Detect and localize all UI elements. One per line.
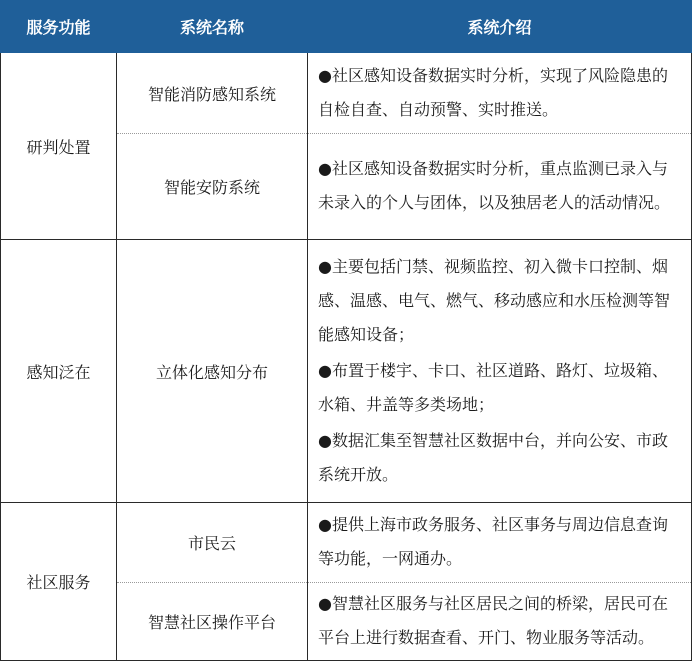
system-desc-cell (308, 240, 692, 503)
system-desc-cell (308, 503, 692, 583)
system-name-cell: 立体化感知分布 (117, 240, 308, 503)
table-row (1, 503, 692, 583)
desc-bullet: ●社区感知设备数据实时分析，实现了风险隐患的自检自查、自动预警、实时推送。 (318, 65, 668, 119)
table-row (1, 53, 692, 134)
function-cell: 研判处置 (1, 53, 117, 240)
header-row (1, 1, 692, 53)
system-desc-cell (308, 53, 692, 134)
desc-bullet: ●数据汇集至智慧社区数据中台，并向公安、市政系统开放。 (318, 430, 668, 484)
desc-bullet: ●社区感知设备数据实时分析，重点监测已录入与未录入的个人与团体，以及独居老人的活动情况。 (318, 159, 671, 212)
function-cell: 社区服务 (1, 503, 117, 661)
system-name-cell: 智能消防感知系统 (117, 53, 308, 134)
system-name-cell: 智能安防系统 (117, 134, 308, 240)
desc-bullet: ●主要包括门禁、视频监控、初入微卡口控制、烟感、温感、电气、燃气、移动感应和水压检测等智能感知设备； (318, 256, 671, 344)
system-desc-cell (308, 583, 692, 661)
desc-bullet: ●提供上海市政务服务、社区事务与周边信息查询等功能，一网通办。 (318, 515, 668, 568)
header-system-name: 系统名称 (117, 1, 308, 53)
system-name-cell: 智慧社区操作平台 (117, 583, 308, 661)
header-function: 服务功能 (1, 1, 117, 53)
table-row (1, 240, 692, 503)
function-cell: 感知泛在 (1, 240, 117, 503)
system-desc-cell (308, 134, 692, 240)
desc-bullet: ●智慧社区服务与社区居民之间的桥梁，居民可在平台上进行数据查看、开门、物业服务等活动。 (318, 594, 668, 647)
header-system-intro: 系统介绍 (308, 1, 692, 53)
desc-bullet: ●布置于楼宇、卡口、社区道路、路灯、垃圾箱、水箱、井盖等多类场地； (318, 360, 668, 414)
system-name-cell: 市民云 (117, 503, 308, 583)
